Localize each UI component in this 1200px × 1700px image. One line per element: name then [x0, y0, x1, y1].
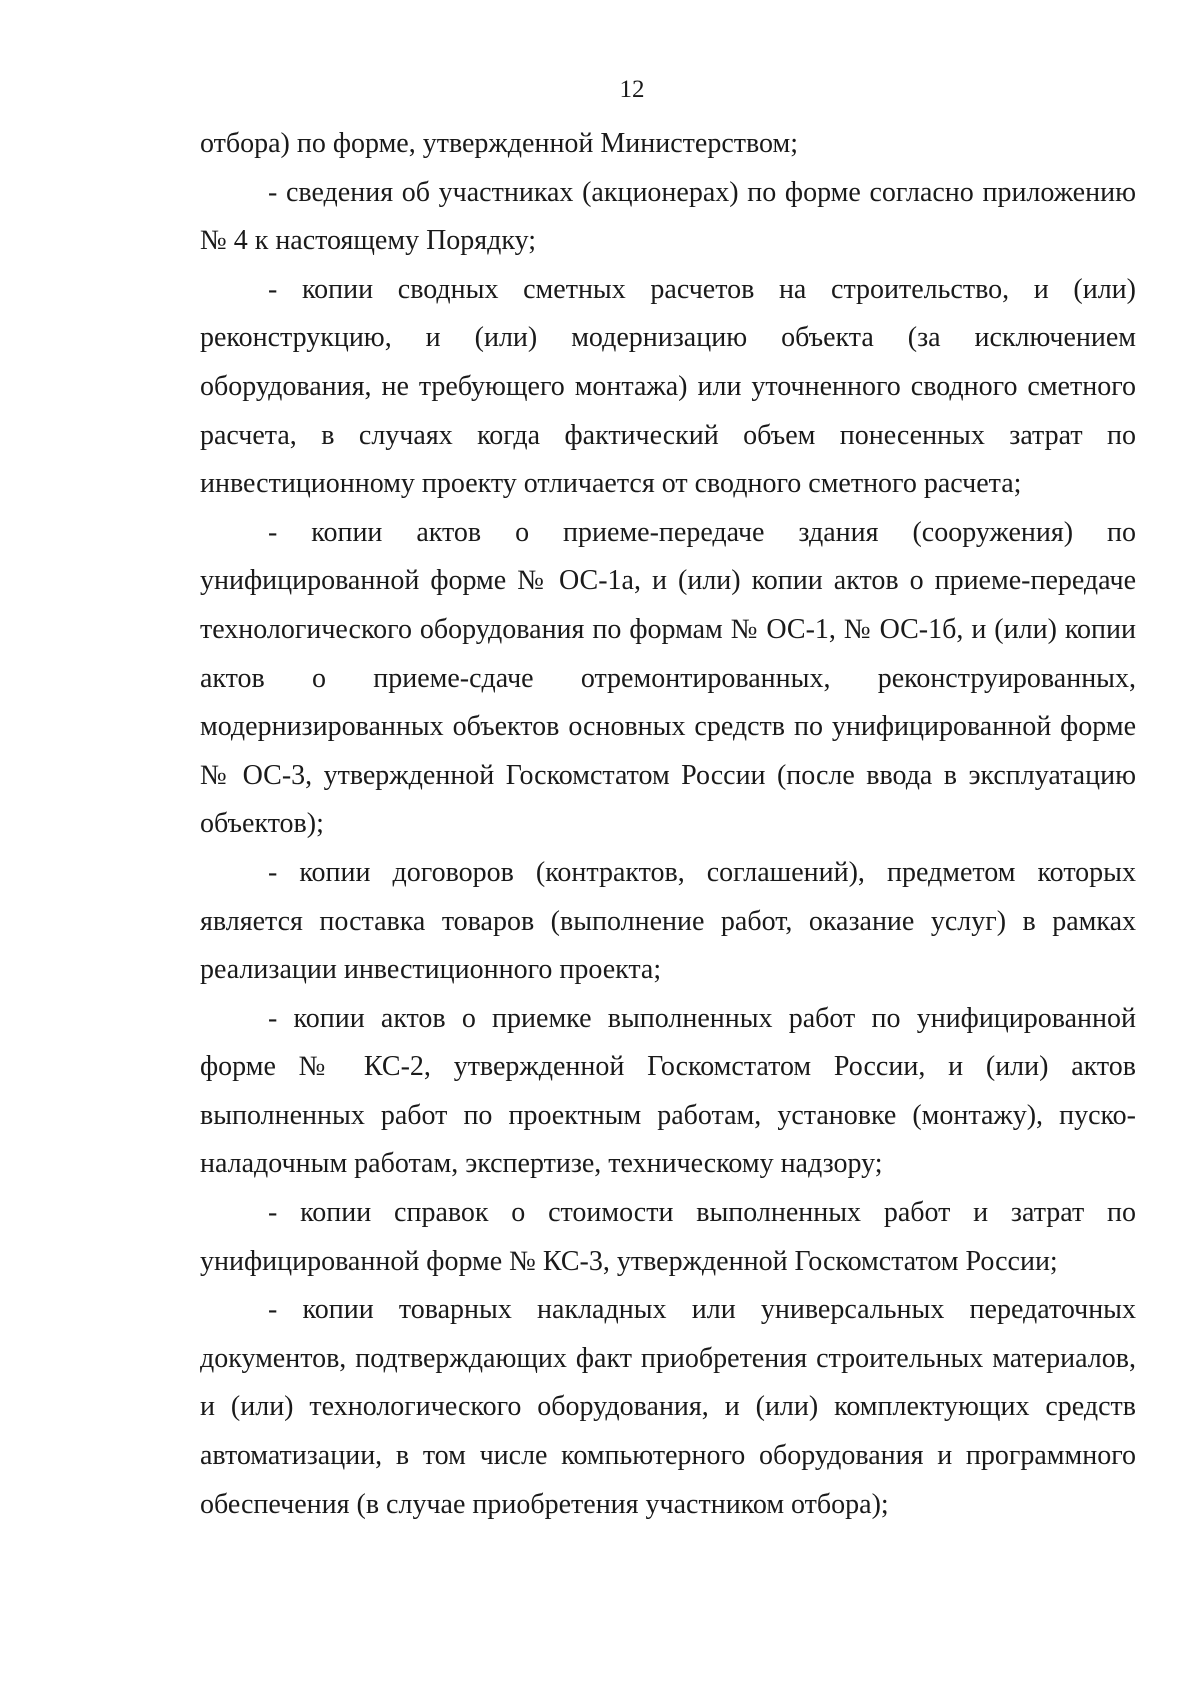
list-item-ks2-acts: - копии актов о приемке выполненных работ по унифицированной форме № КС-2, утвержденной Госкомстатом России, и (или) актов выполненных работ по проектным работам, установке (монтажу), пуско-наладочным работам, экспертизе, техническому надзору;	[200, 1002, 1136, 1180]
paragraph-continuation: отбора) по форме, утвержденной Министерством;	[200, 128, 799, 159]
list-item-ks3-certificates: - копии справок о стоимости выполненных работ и затрат по унифицированной форме № КС-3, утвержденной Госкомстатом России;	[200, 1197, 1136, 1277]
document-body	[200, 120, 1136, 1529]
list-item-participants-info: - сведения об участниках (акционерах) по форме согласно приложению № 4 к настоящему Порядку;	[200, 176, 1136, 257]
list-item-acceptance-acts: - копии актов о приеме-передаче здания (сооружения) по унифицированной форме № ОС-1а, и (или) копии актов о приеме-передаче технологического оборудования по формам № ОС-1, № ОС-1б, и (или) копии актов о приеме-сдаче отремонтированных, реконструированных, модернизированных объектов основных средств по унифицированной форме № ОС-3, утвержденной Госкомстатом России (после ввода в эксплуатацию объектов);	[200, 516, 1136, 840]
list-item-estimate-copies: - копии сводных сметных расчетов на строительство, и (или) реконструкцию, и (или) модернизацию объекта (за исключением оборудования, не требующего монтажа) или уточненного сводного сметного расчета, в случаях когда фактический объем понесенных затрат по инвестиционному проекту отличается от сводного сметного расчета;	[200, 273, 1136, 500]
list-item-contract-copies: - копии договоров (контрактов, соглашений), предметом которых является поставка товаров (выполнение работ, оказание услуг) в рамках реализации инвестиционного проекта;	[200, 856, 1136, 986]
list-item-invoices: - копии товарных накладных или универсальных передаточных документов, подтверждающих факт приобретения строительных материалов, и (или) технологического оборудования, и (или) комплектующих средств автоматизации, в том числе компьютерного оборудования и программного обеспечения (в случае приобретения участником отбора);	[200, 1294, 1136, 1520]
page-number: 12	[619, 76, 645, 103]
